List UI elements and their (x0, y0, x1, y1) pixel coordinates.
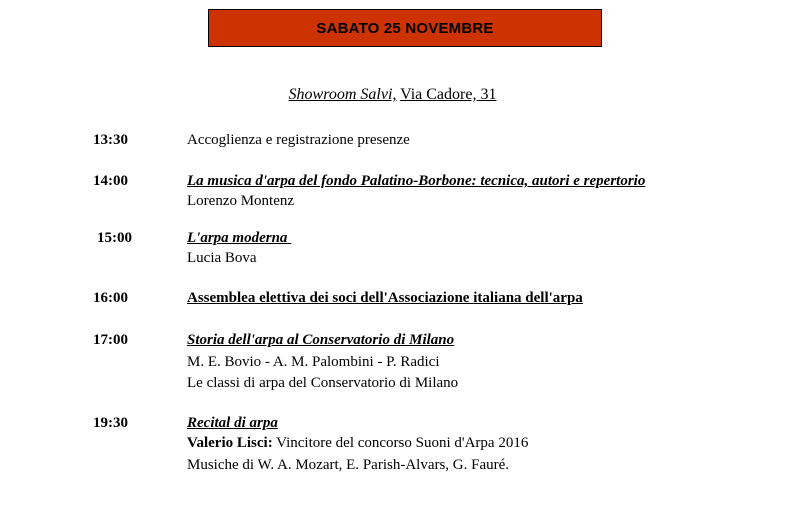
schedule-time: 16:00 (93, 290, 128, 306)
schedule-time: 14:00 (93, 173, 128, 189)
session-title: L'arpa moderna (187, 230, 292, 246)
schedule-time: 17:00 (93, 332, 128, 348)
schedule-description: Accoglienza e registrazione presenze (187, 132, 410, 148)
session-title: Recital di arpa (187, 415, 278, 431)
session-title: Assemblea elettiva dei soci dell'Associazione italiana dell'arpa (187, 290, 583, 306)
session-title: La musica d'arpa del fondo Palatino-Borbone: tecnica, autori e repertorio (187, 173, 646, 189)
performer-line (187, 435, 528, 452)
schedule-time: 13:30 (93, 132, 128, 148)
date-header: SABATO 25 NOVEMBRE (208, 9, 602, 47)
schedule-time: 19:30 (93, 415, 128, 431)
speaker: Lucia Bova (187, 250, 257, 266)
program-line: Musiche di W. A. Mozart, E. Parish-Alvars, G. Fauré. (187, 457, 510, 473)
speakers: M. E. Bovio - A. M. Palombini - P. Radici (187, 354, 440, 370)
schedule-time: 15:00 (97, 230, 132, 246)
session-title: Storia dell'arpa al Conservatorio di Milano (187, 332, 455, 348)
performer-name: Valerio Lisci: (187, 435, 273, 451)
venue-address: Via Cadore, 31 (400, 86, 497, 103)
venue-line (0, 86, 785, 104)
speaker: Lorenzo Montenz (187, 193, 295, 209)
performer-note: Vincitore del concorso Suoni d'Arpa 2016 (272, 435, 529, 451)
venue-name: Showroom Salvi, (288, 86, 397, 103)
session-subtitle: Le classi di arpa del Conservatorio di Milano (187, 375, 459, 391)
